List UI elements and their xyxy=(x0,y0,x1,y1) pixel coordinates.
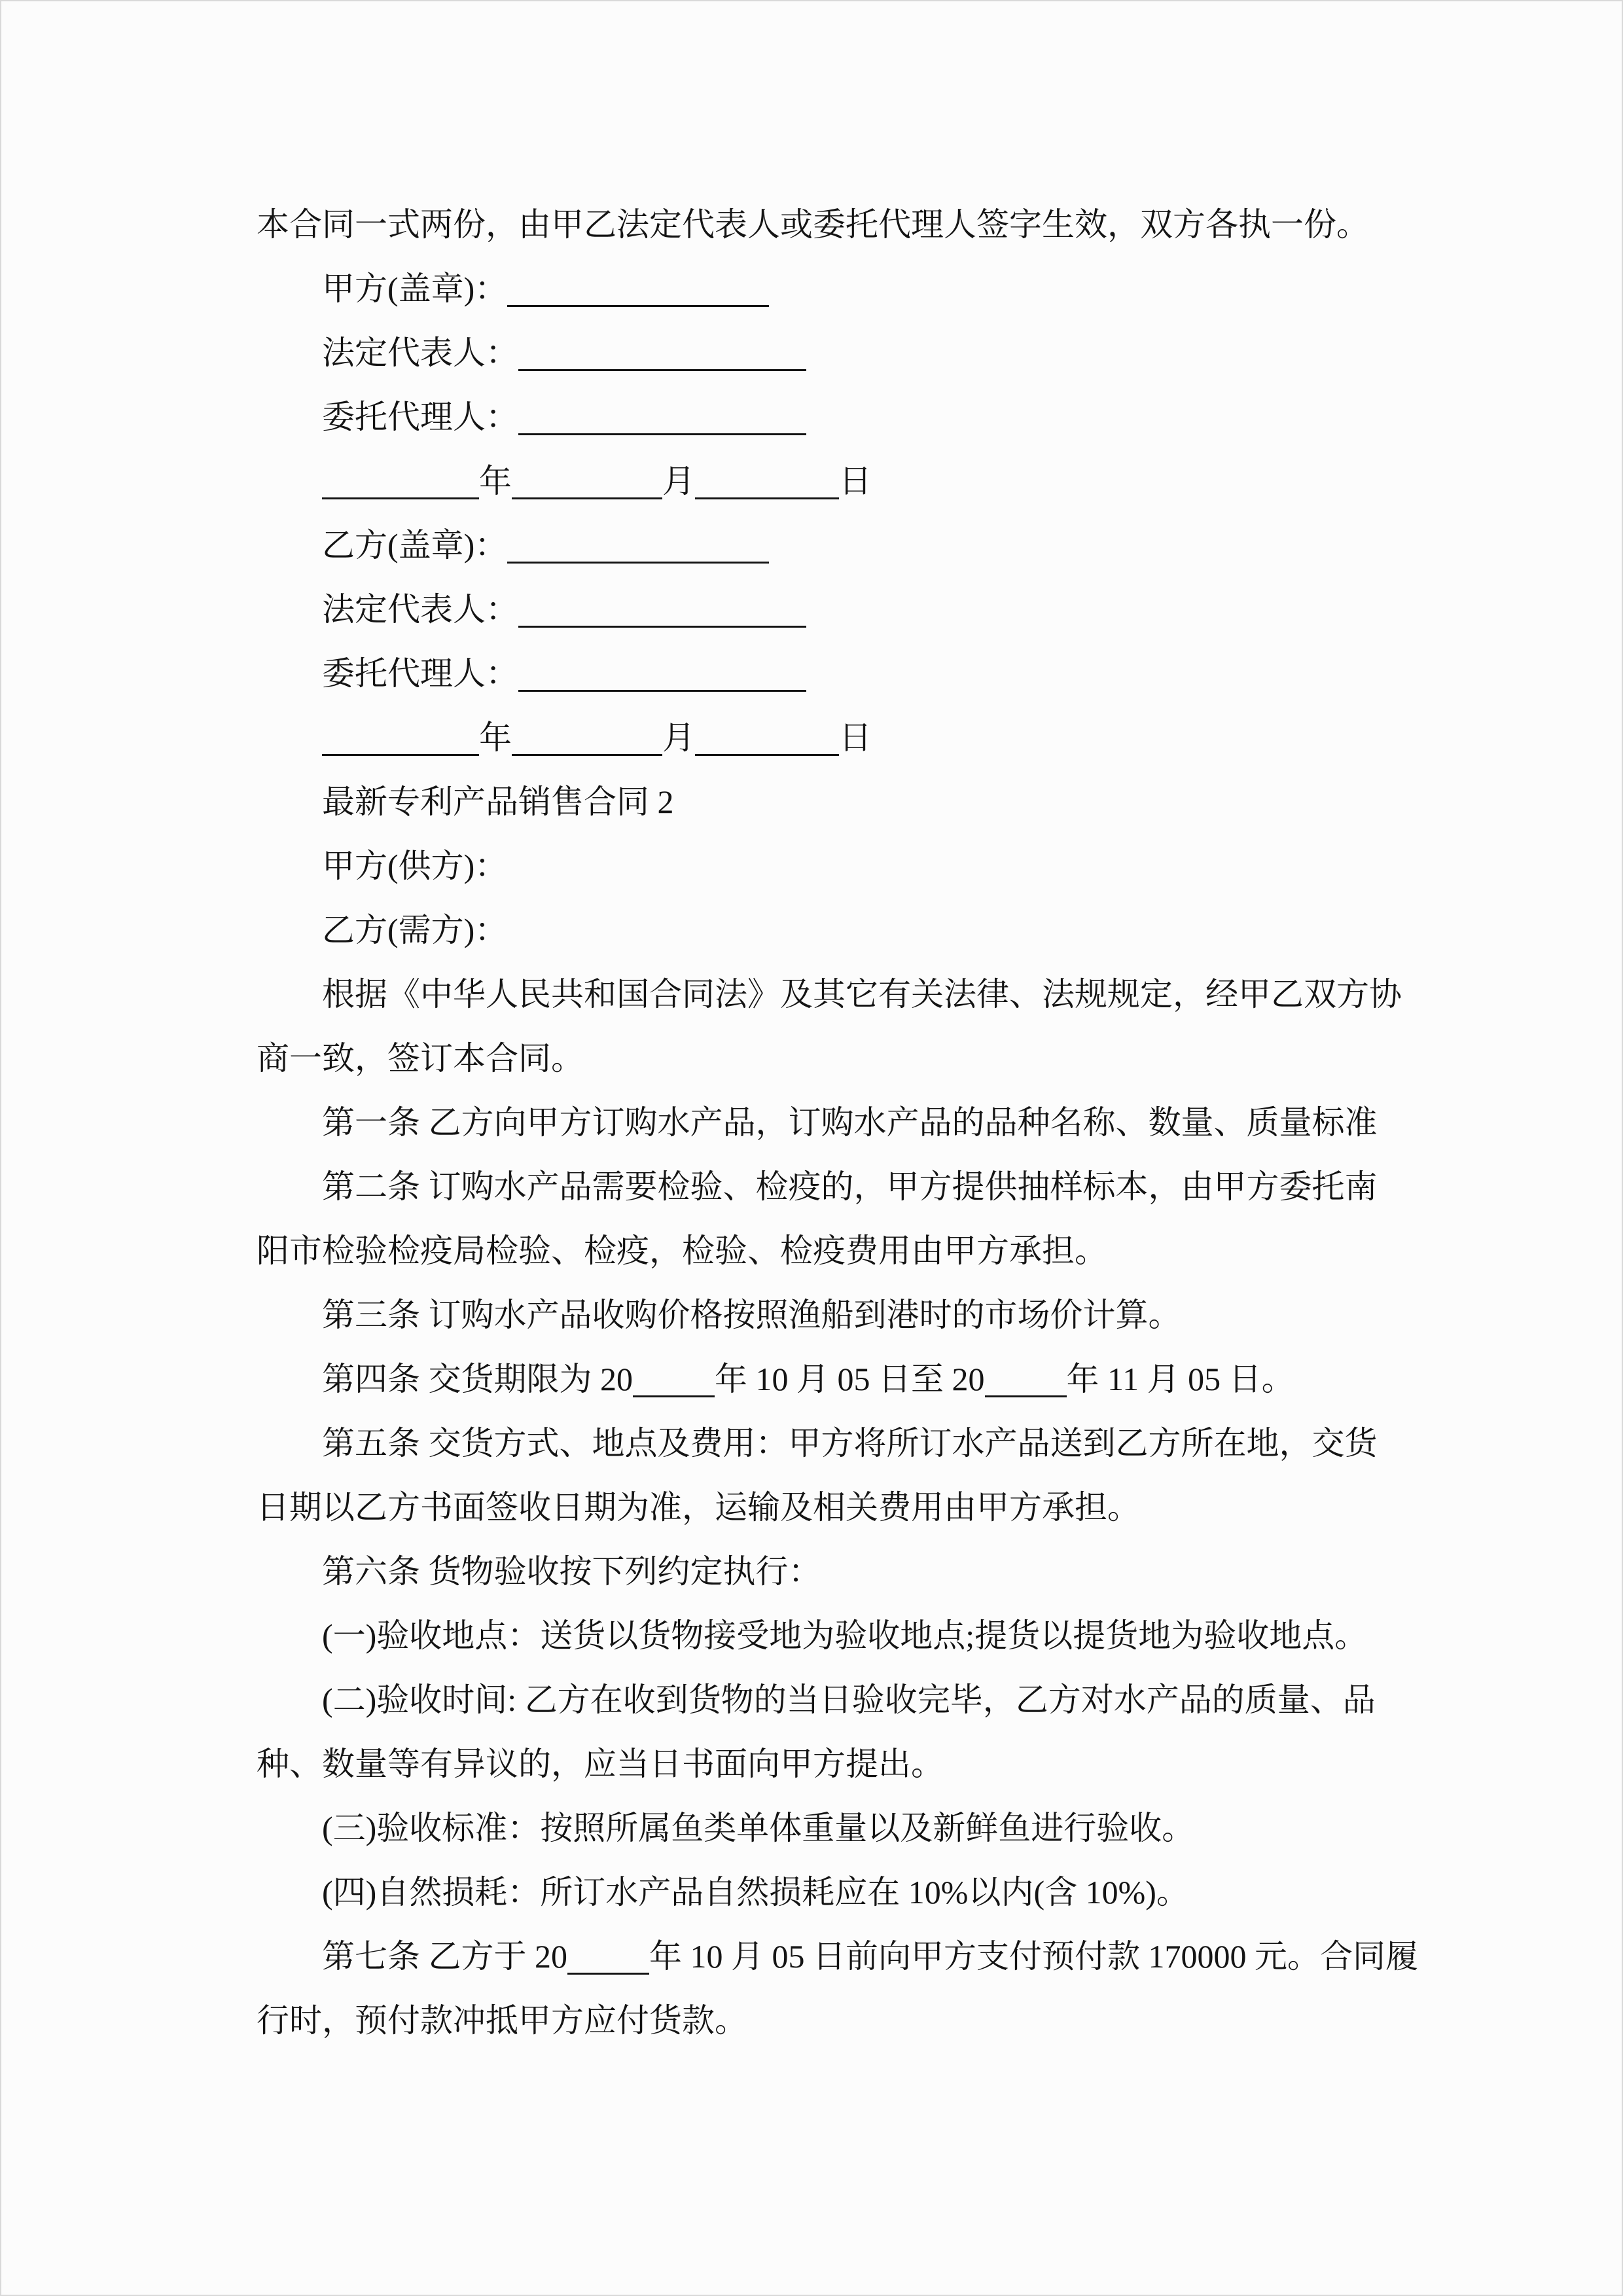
text-run: 种、数量等有异议的，应当日书面向甲方提出。 xyxy=(257,1746,944,1782)
text-run: 第三条 订购水产品收购价格按照渔船到港时的市场价计算。 xyxy=(322,1297,1181,1333)
text-run: 阳市检验检疫局检验、检疫，检验、检疫费用由甲方承担。 xyxy=(257,1232,1107,1269)
blank-underline xyxy=(633,1366,715,1397)
clause-6 xyxy=(257,1539,1372,1604)
text-run: (三)验收标准：按照所属鱼类单体重量以及新鲜鱼进行验收。 xyxy=(322,1810,1195,1846)
blank-underline xyxy=(512,725,662,756)
text-run: 法定代表人： xyxy=(322,591,518,628)
text-run: 月 xyxy=(662,463,695,499)
blank-underline xyxy=(695,468,839,499)
party-a-supplier-label xyxy=(257,834,1372,898)
text-run: 乙方(盖章)： xyxy=(322,527,508,564)
text-run: 日 xyxy=(839,719,872,756)
text-run: 年 xyxy=(479,463,512,499)
party-a-seal-line xyxy=(257,257,1372,321)
clause-6-item-3 xyxy=(257,1796,1372,1860)
blank-underline xyxy=(518,340,806,371)
text-run: 甲方(盖章)： xyxy=(322,270,508,307)
clause-2-line-2 xyxy=(257,1219,1372,1283)
text-run: 委托代理人： xyxy=(322,655,518,692)
blank-underline xyxy=(567,1943,649,1975)
party-b-agent-line xyxy=(257,641,1372,706)
blank-underline xyxy=(512,468,662,499)
blank-underline xyxy=(518,596,806,628)
preamble-line-2 xyxy=(257,1026,1372,1090)
closing-statement xyxy=(257,192,1372,257)
text-run: 最新专利产品销售合同 2 xyxy=(322,783,674,820)
text-run: 第五条 交货方式、地点及费用：甲方将所订水产品送到乙方所在地，交货 xyxy=(322,1425,1378,1462)
clause-7-line-2 xyxy=(257,1988,1372,2053)
clause-5-line-2 xyxy=(257,1475,1372,1539)
party-b-date-line xyxy=(257,706,1372,770)
blank-underline xyxy=(985,1366,1067,1397)
text-run: 第二条 订购水产品需要检验、检疫的，甲方提供抽样标本，由甲方委托南 xyxy=(322,1168,1378,1205)
clause-3 xyxy=(257,1283,1372,1347)
text-run: 第一条 乙方向甲方订购水产品，订购水产品的品种名称、数量、质量标准 xyxy=(322,1104,1378,1141)
blank-underline xyxy=(322,725,479,756)
blank-underline xyxy=(518,660,806,692)
contract-body xyxy=(257,192,1418,2053)
text-run: (四)自然损耗：所订水产品自然损耗应在 10%以内(含 10%)。 xyxy=(322,1874,1189,1910)
text-run: 年 10 月 05 日前向甲方支付预付款 170000 元。合同履 xyxy=(649,1938,1418,1975)
clause-7-line-1 xyxy=(257,1924,1418,1988)
text-run: 第六条 货物验收按下列约定执行： xyxy=(322,1553,821,1590)
clause-6-item-2-line-1 xyxy=(257,1668,1376,1732)
text-run: 年 10 月 05 日至 20 xyxy=(715,1361,985,1397)
text-run: 第四条 交货期限为 20 xyxy=(322,1361,633,1397)
clause-6-item-1 xyxy=(257,1604,1372,1668)
party-a-agent-line xyxy=(257,385,1372,449)
party-b-seal-line xyxy=(257,513,1372,577)
text-run: (二)验收时间: 乙方在收到货物的当日验收完毕，乙方对水产品的质量、品 xyxy=(322,1681,1376,1718)
blank-underline xyxy=(518,404,806,435)
party-a-legal-rep-line xyxy=(257,321,1372,385)
text-run: (一)验收地点：送货以货物接受地为验收地点;提货以提货地为验收地点。 xyxy=(322,1617,1368,1654)
clause-5-line-1 xyxy=(257,1411,1378,1475)
blank-underline xyxy=(695,725,839,756)
clause-6-item-2-line-2 xyxy=(257,1732,1372,1796)
party-b-legal-rep-line xyxy=(257,577,1372,641)
clause-4 xyxy=(257,1347,1372,1411)
text-run: 本合同一式两份，由甲乙法定代表人或委托代理人签字生效，双方各执一份。 xyxy=(257,206,1369,243)
text-run: 年 11 月 05 日。 xyxy=(1066,1361,1294,1397)
text-run: 日期以乙方书面签收日期为准，运输及相关费用由甲方承担。 xyxy=(257,1489,1140,1526)
text-run: 商一致，签订本合同。 xyxy=(257,1040,584,1077)
text-run: 根据《中华人民共和国合同法》及其它有关法律、法规规定，经甲乙双方协 xyxy=(322,976,1402,1013)
text-run: 法定代表人： xyxy=(322,334,518,371)
clause-6-item-4 xyxy=(257,1860,1372,1924)
clause-1 xyxy=(257,1090,1378,1155)
text-run: 第七条 乙方于 20 xyxy=(322,1938,567,1975)
text-run: 行时，预付款冲抵甲方应付货款。 xyxy=(257,2002,747,2039)
blank-underline xyxy=(507,532,769,564)
preamble-line-1 xyxy=(257,962,1402,1026)
blank-underline xyxy=(507,276,769,307)
party-b-buyer-label xyxy=(257,898,1372,962)
text-run: 日 xyxy=(839,463,872,499)
text-run: 年 xyxy=(479,719,512,756)
clause-2-line-1 xyxy=(257,1155,1378,1219)
text-run: 甲方(供方)： xyxy=(322,848,508,884)
blank-underline xyxy=(322,468,479,499)
text-run: 月 xyxy=(662,719,695,756)
text-run: 委托代理人： xyxy=(322,399,518,435)
text-run: 乙方(需方)： xyxy=(322,912,508,948)
contract-title xyxy=(257,770,1372,834)
party-a-date-line xyxy=(257,449,1372,513)
